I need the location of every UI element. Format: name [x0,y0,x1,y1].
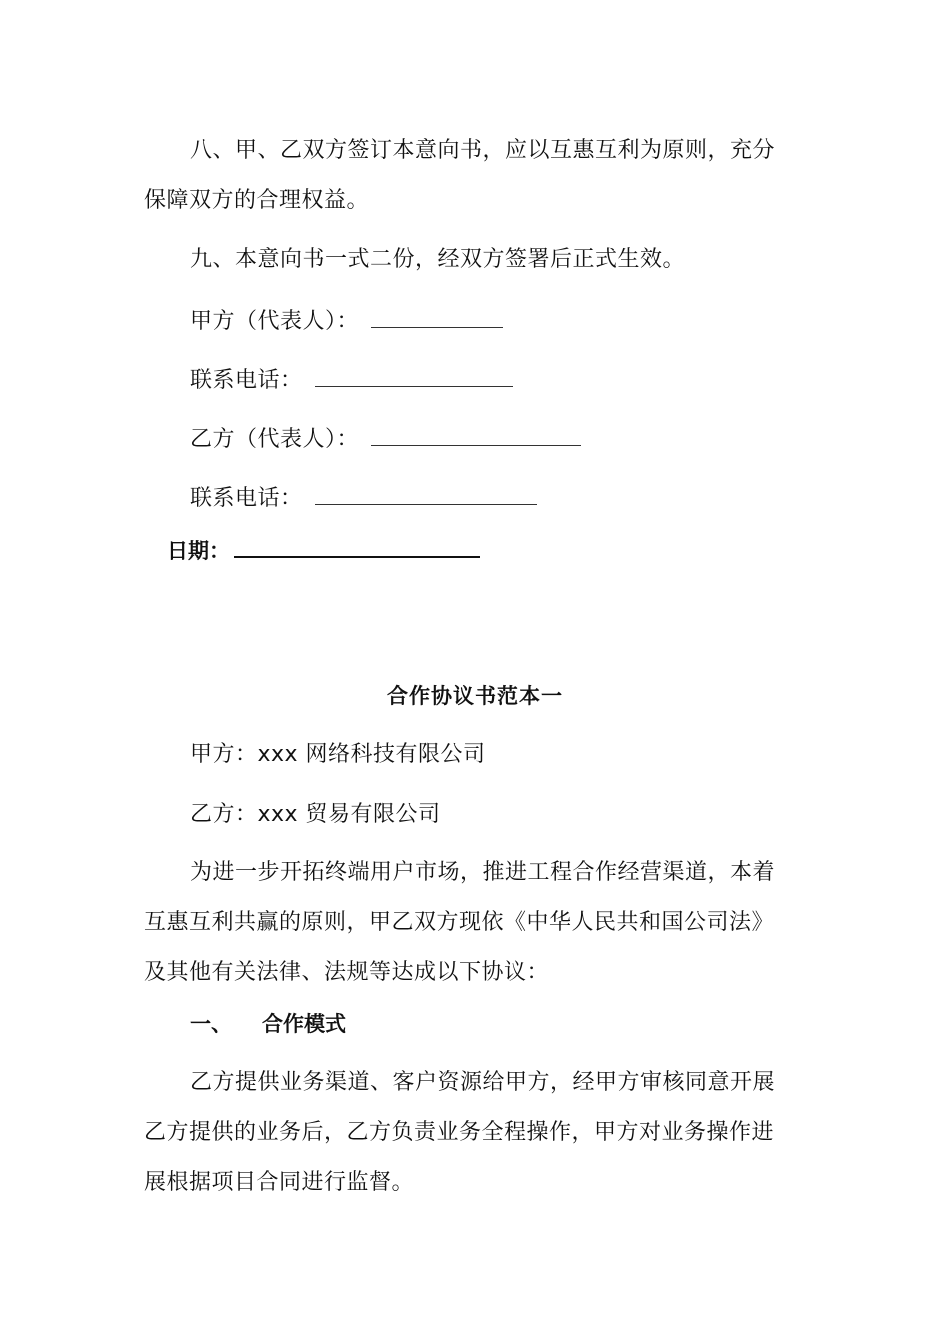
section-1-number: 一、 [190,1012,232,1036]
party-b-representative-line [190,423,581,455]
document-title: 合作协议书范本一 [387,684,563,708]
section-1-title: 合作模式 [262,1012,346,1036]
party-a-representative-label: 甲方（代表人）： [190,309,360,334]
party-a-phone-line [190,364,513,396]
party-b-name: 乙方：xxx 贸易有限公司 [190,802,441,827]
preamble-paragraph: 为进一步开拓终端用户市场，推进工程合作经营渠道，本着互惠互利共赢的原则，甲乙双方现依《中华人民共和国公司法》及其他有关法律、法规等达成以下协议： [144,860,776,985]
section-1-heading [190,1008,346,1038]
date-label: 日期： [167,539,230,563]
party-b-representative-blank [371,423,581,446]
party-a-name: 甲方：xxx 网络科技有限公司 [190,742,486,767]
party-b-representative-label: 乙方（代表人）： [190,427,360,452]
party-b-phone-label: 联系电话： [190,486,303,511]
date-line [167,534,480,565]
date-blank [234,534,480,558]
party-a-phone-blank [315,364,513,387]
party-a-representative-line [190,305,503,337]
party-b-phone-line [190,482,537,514]
party-a-representative-blank [371,305,503,328]
party-a-phone-label: 联系电话： [190,368,303,393]
section-1-body: 乙方提供业务渠道、客户资源给甲方，经甲方审核同意开展乙方提供的业务后，乙方负责业务全程操作，甲方对业务操作进展根据项目合同进行监督。 [144,1070,776,1195]
clause-8: 八、甲、乙双方签订本意向书，应以互惠互利为原则，充分保障双方的合理权益。 [144,138,776,213]
party-b-phone-blank [315,482,537,505]
clause-9: 九、本意向书一式二份，经双方签署后正式生效。 [190,247,686,272]
